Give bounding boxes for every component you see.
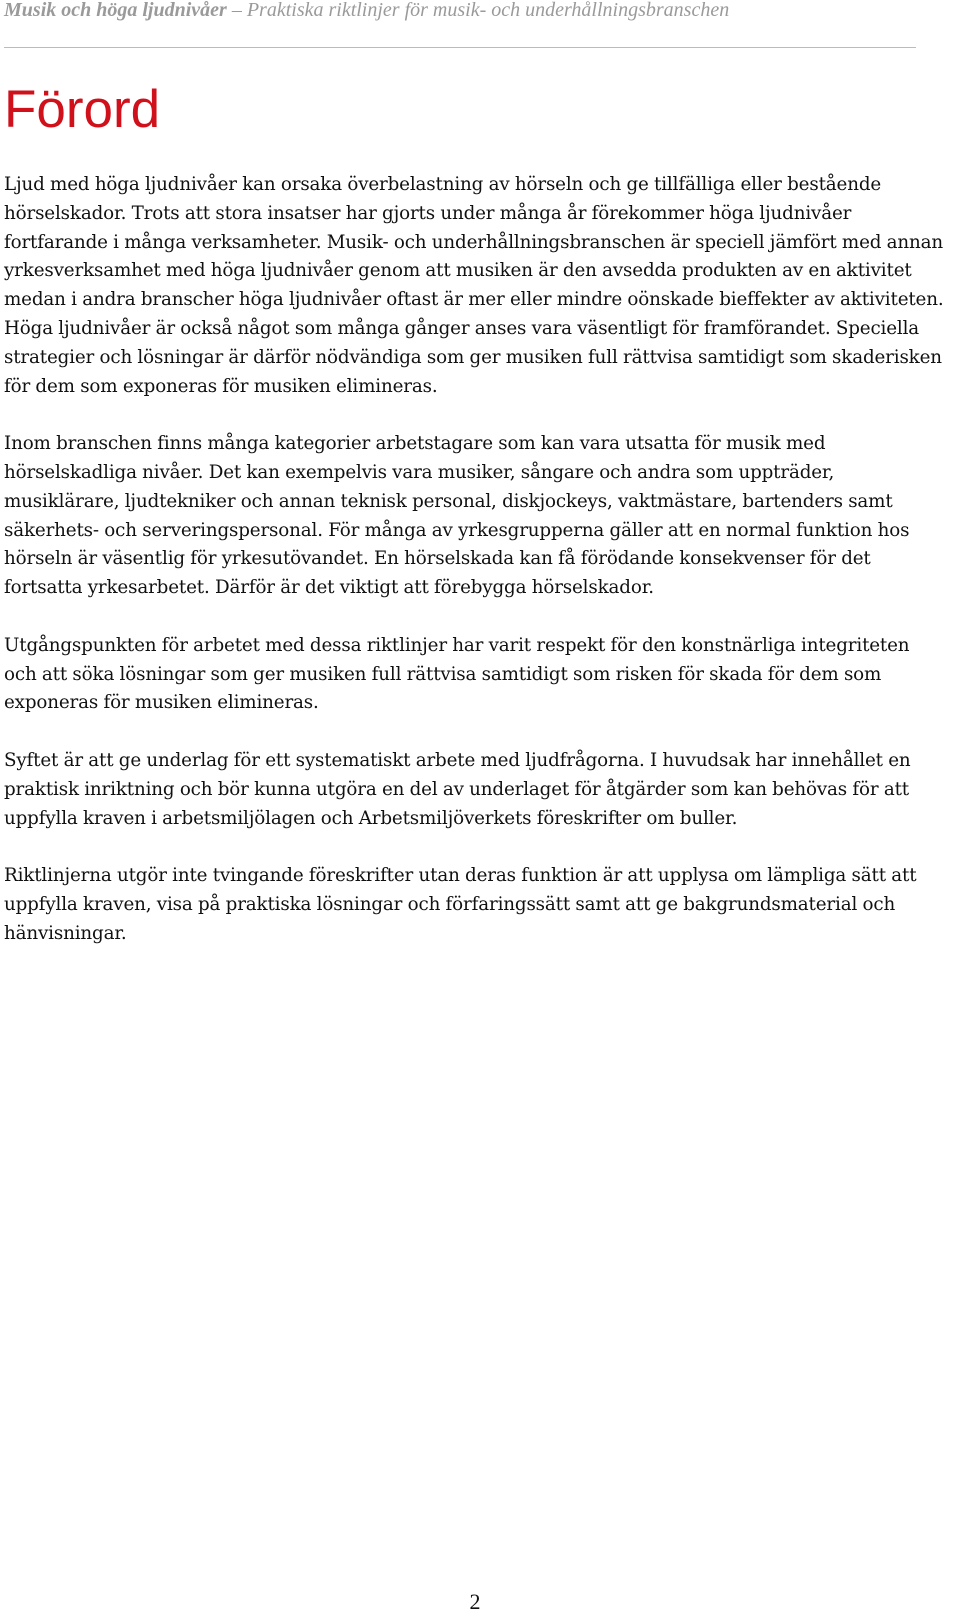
paragraph: Syftet är att ge underlag för ett systematiskt arbete med ljudfrågorna. I huvudsak har innehållet en praktisk inriktning och bör kunna utgöra en del av underlaget för åtgärder som kan behövas för att uppfylla kraven i arbetsmiljölagen och Arbetsmiljöverkets föreskrifter om buller.: [4, 749, 911, 829]
paragraph: Ljud med höga ljudnivåer kan orsaka överbelastning av hörseln och ge tillfälliga eller bestående hörselskador. Trots att stora insatser har gjorts under många år förekommer höga ljudnivåer fortfarande i många verksamheter. Musik- och underhållningsbranschen är speciell jämfört med annan yrkesverksamhet med höga ljudnivåer genom att musiken är den avsedda produkten av en aktivitet medan i andra branscher höga ljudnivåer oftast är mer eller mindre oönskade bieffekter av aktiviteten. Höga ljudnivåer är också något som många gånger anses vara väsentligt för framförandet. Speciella strategier och lösningar är därför nödvändiga som ger musiken full rättvisa samtidigt som skaderisken för dem som exponeras för musiken elimineras.: [4, 174, 944, 397]
header-separator: –: [231, 0, 242, 21]
header-divider: [4, 47, 916, 48]
running-header: [4, 0, 904, 20]
body-text: [4, 171, 946, 977]
paragraph: Riktlinjerna utgör inte tvingande föreskrifter utan deras funktion är att upplysa om lämpliga sätt att uppfylla kraven, visa på praktiska lösningar och förfaringssätt samt att ge bakgrundsmaterial och hänvisningar.: [4, 865, 917, 944]
page-title: Förord: [4, 80, 161, 139]
page-number: 2: [469, 1589, 481, 1614]
paragraph: Inom branschen finns många kategorier arbetstagare som kan vara utsatta för musik med hörselskadliga nivåer. Det kan exempelvis vara musiker, sångare och andra som uppträder, musiklärare, ljudtekniker och annan teknisk personal, diskjockeys, vaktmästare, bartenders samt säkerhets- och serveringspersonal. För många av yrkesgrupperna gäller att en normal funktion hos hörseln är väsentlig för yrkesutövandet. En hörselskada kan få förödande konsekvenser för det fortsatta yrkesarbetet. Därför är det viktigt att förebygga hörselskador.: [4, 433, 910, 599]
header-document-title: Musik och höga ljudnivåer: [4, 0, 227, 21]
header-subtitle: Praktiska riktlinjer för musik- och underhållningsbranschen: [246, 0, 730, 21]
paragraph: Utgångspunkten för arbetet med dessa riktlinjer har varit respekt för den konstnärliga integriteten och att söka lösningar som ger musiken full rättvisa samtidigt som risken för skada för dem som exponeras för musiken elimineras.: [4, 634, 910, 714]
